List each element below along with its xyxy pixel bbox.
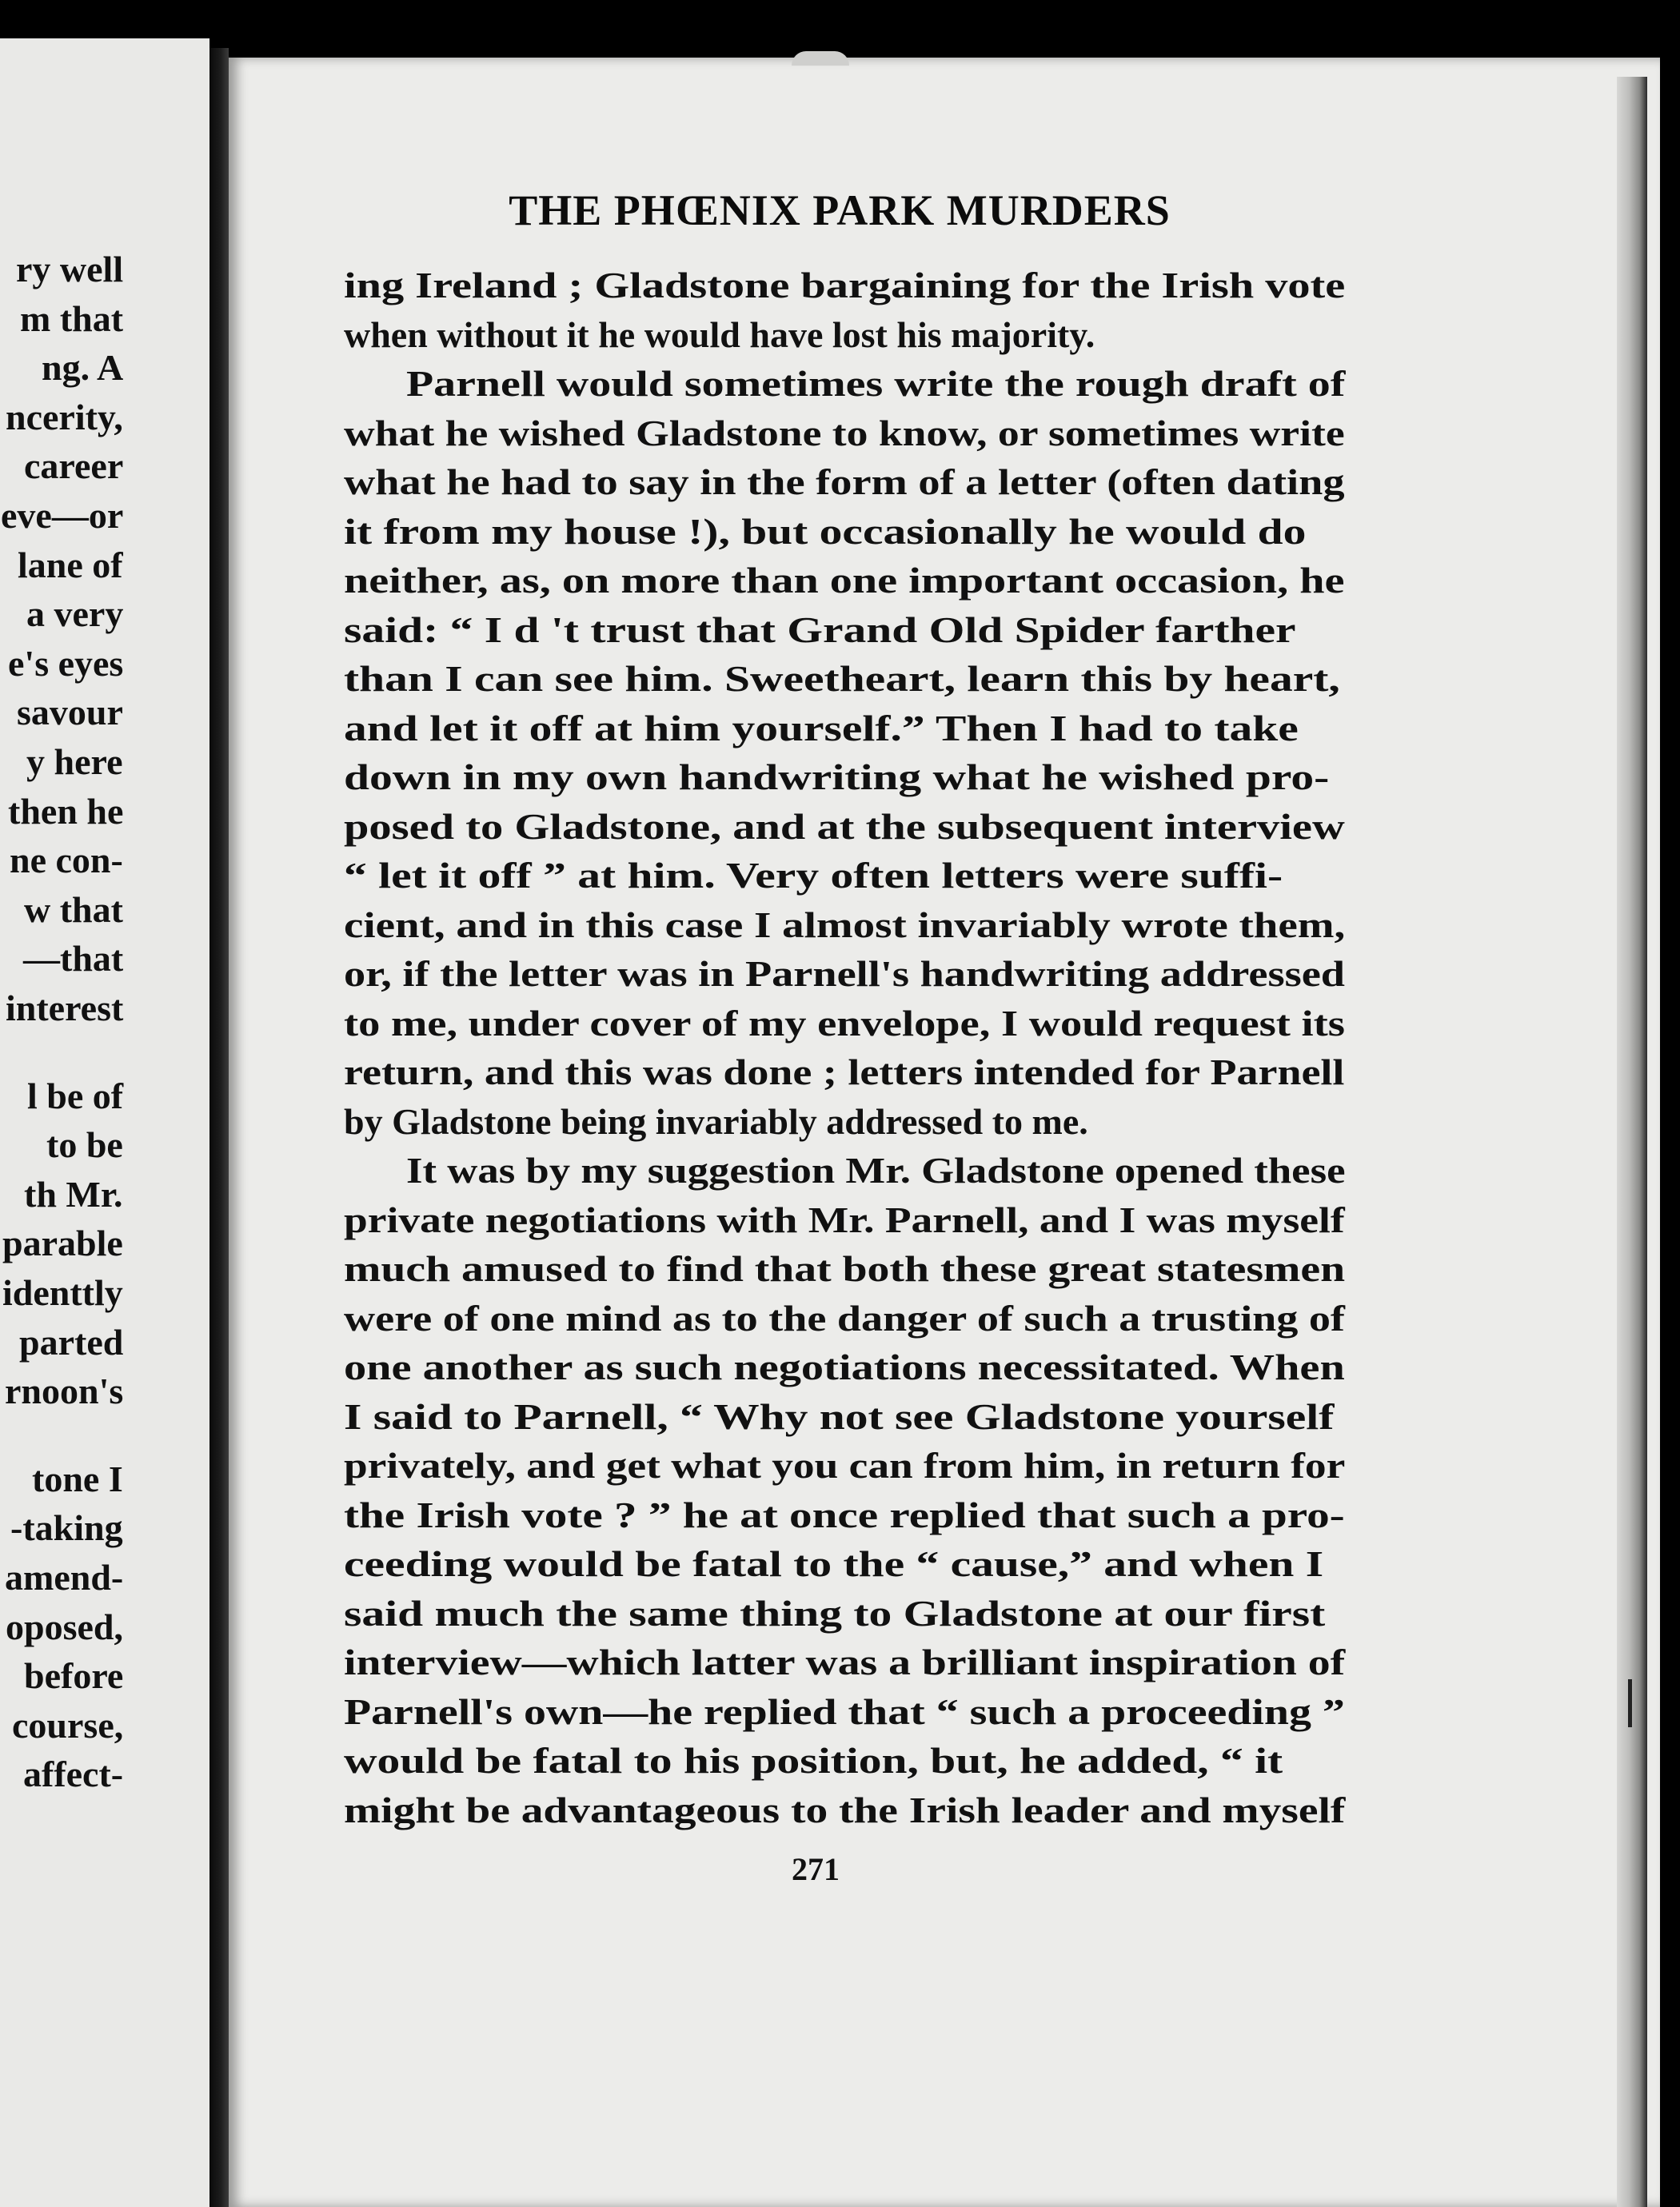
left-page-line: w that <box>24 888 123 930</box>
body-text-line: or, if the letter was in Parnell's handwriting addressed <box>344 953 1345 994</box>
body-text-line: what he wished Gladstone to know, or sometimes write <box>344 412 1345 453</box>
body-text-line: when without it he would have lost his majority. <box>344 313 1095 355</box>
body-text-line: by Gladstone being invariably addressed to me. <box>344 1100 1088 1142</box>
body-text-line: “ let it off ” at him. Very often letters were suffi- <box>344 855 1283 896</box>
left-page-line: eve—or <box>1 495 124 536</box>
left-page-line: parable <box>2 1223 123 1264</box>
body-text-line: said: “ I d 't trust that Grand Old Spider farther <box>344 609 1296 650</box>
left-page-line: lane of <box>18 544 123 585</box>
body-text-line: down in my own handwriting what he wished pro- <box>344 756 1330 797</box>
body-text-line: much amused to find that both these great statesmen <box>344 1248 1346 1289</box>
body-text-line: posed to Gladstone, and at the subsequent interview <box>344 805 1345 847</box>
page-top-notch <box>792 51 849 66</box>
body-text-line: said much the same thing to Gladstone at our first <box>344 1592 1326 1634</box>
body-text-line: were of one mind as to the danger of such a trusting of <box>344 1297 1345 1339</box>
body-text-line: to me, under cover of my envelope, I would request its <box>344 1002 1345 1044</box>
running-head: THE PHŒNIX PARK MURDERS <box>509 186 1171 234</box>
body-text-line: and let it off at him yourself.” Then I had to take <box>344 707 1299 748</box>
body-text-line: privately, and get what you can from him, in return for <box>344 1445 1346 1486</box>
page-edge-mark <box>1628 1679 1632 1727</box>
left-page-line: ry well <box>16 249 124 289</box>
left-page-line: career <box>24 445 124 487</box>
left-page-line: then he <box>8 790 124 832</box>
body-text-line: ceeding would be fatal to the “ cause,” and when I <box>344 1543 1324 1584</box>
left-page-line: parted <box>19 1321 124 1363</box>
left-page-line: a very <box>26 593 124 635</box>
page-number: 271 <box>792 1851 840 1887</box>
body-text-line: the Irish vote ? ” he at once replied that such a pro- <box>344 1494 1345 1535</box>
left-page-line: ng. A <box>42 347 124 389</box>
left-page-line: ne con- <box>10 840 123 881</box>
body-text-line: one another as such negotiations necessitated. When <box>344 1347 1345 1387</box>
body-text-line: return, and this was done ; letters intended for Parnell <box>344 1052 1345 1092</box>
body-text-line: private negotiations with Mr. Parnell, and I was myself <box>344 1199 1345 1240</box>
page-edge <box>1617 77 1647 2207</box>
body-text-line: neither, as, on more than one important occasion, he <box>344 560 1345 601</box>
left-page-line: rnoon's <box>5 1371 124 1412</box>
left-page-line: identtly <box>2 1272 123 1313</box>
left-page-line: —that <box>23 938 124 980</box>
body-text-line: cient, and in this case I almost invariably wrote them, <box>344 904 1346 945</box>
left-page-line: savour <box>17 692 123 733</box>
left-page-line: oposed, <box>6 1606 123 1647</box>
body-text-line: Parnell would sometimes write the rough draft of <box>406 363 1346 404</box>
body-text-line: might be advantageous to the Irish leader and myself <box>344 1789 1346 1830</box>
body-text-line: would be fatal to his position, but, he added, “ it <box>344 1740 1283 1781</box>
left-page-line: to be <box>46 1124 123 1166</box>
left-page-line: affect- <box>23 1754 124 1795</box>
body-text-line: ing Ireland ; Gladstone bargaining for the Irish vote <box>344 265 1346 305</box>
left-page-line: interest <box>6 988 124 1028</box>
book-gutter <box>210 48 229 2207</box>
body-text-line: it from my house !), but occasionally he would do <box>344 510 1307 552</box>
left-page-line: -taking <box>10 1507 123 1549</box>
left-page-line: m that <box>20 297 124 339</box>
body-text-line: It was by my suggestion Mr. Gladstone opened these <box>406 1150 1346 1191</box>
body-text-line: interview—which latter was a brilliant inspiration of <box>344 1642 1346 1682</box>
left-page-line: tone I <box>32 1458 123 1499</box>
left-page-line: amend- <box>5 1557 124 1598</box>
left-page-line: l be of <box>27 1075 124 1116</box>
body-text-line: than I can see him. Sweetheart, learn this by heart, <box>344 658 1340 699</box>
left-page-line: e's eyes <box>8 642 124 684</box>
left-page-line: course, <box>12 1704 124 1746</box>
body-text-line: what he had to say in the form of a letter (often dating <box>344 461 1345 502</box>
body-text-line: I said to Parnell, “ Why not see Gladstone yourself <box>344 1395 1335 1437</box>
left-page-line: th Mr. <box>24 1173 123 1215</box>
left-page-line: before <box>24 1655 124 1697</box>
left-page-line: y here <box>26 741 123 782</box>
left-page-line: ncerity, <box>6 396 123 437</box>
body-text-line: Parnell's own—he replied that “ such a proceeding ” <box>344 1690 1345 1732</box>
